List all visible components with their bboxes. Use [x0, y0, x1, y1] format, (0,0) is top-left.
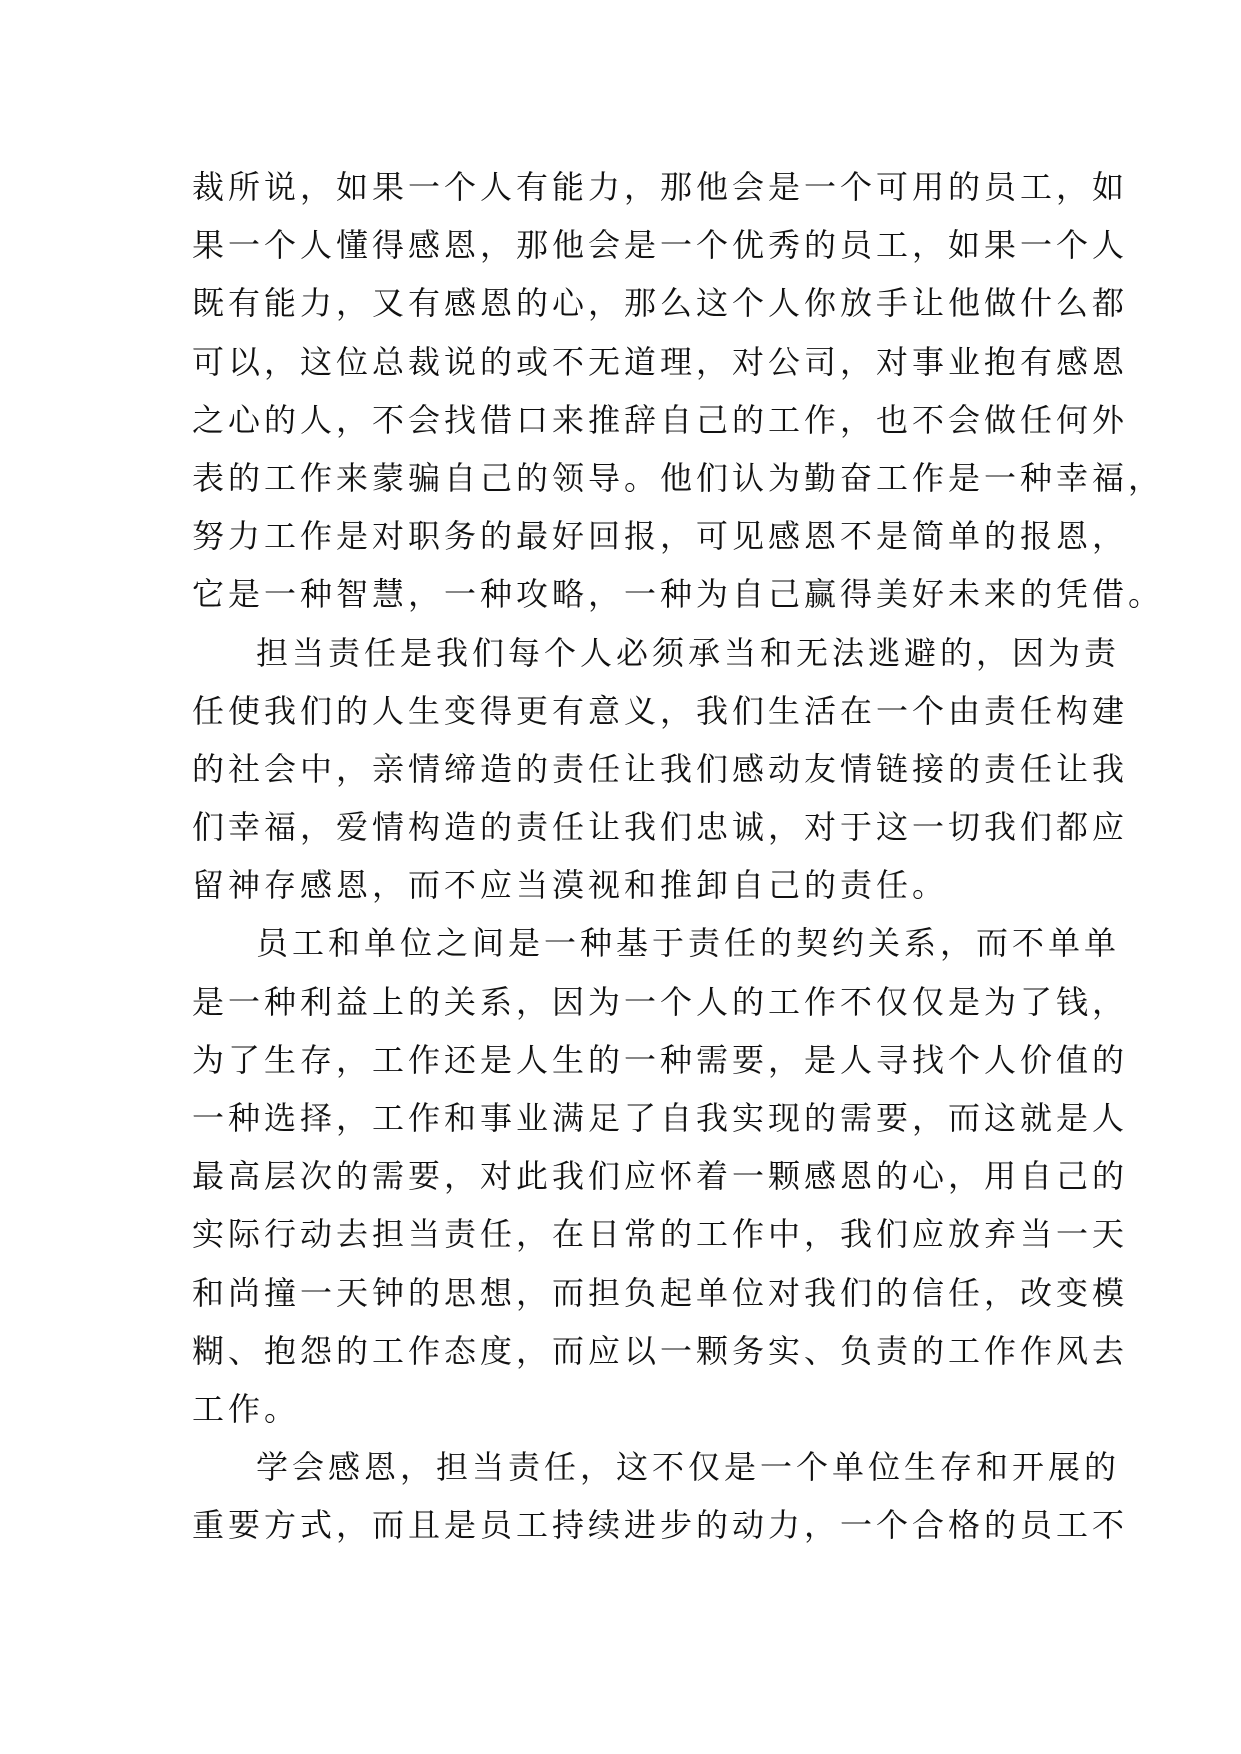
text-line: 工作。	[192, 1389, 301, 1428]
text-line: 努力工作是对职务的最好回报，可见感恩不是简单的报恩，	[192, 517, 1129, 556]
text-line: 是一种利益上的关系，因为一个人的工作不仅仅是为了钱，	[192, 982, 1129, 1021]
text-line: 的社会中，亲情缔造的责任让我们感动友情链接的责任让我	[192, 749, 1129, 788]
text-line: 之心的人，不会找借口来推辞自己的工作，也不会做任何外	[192, 400, 1129, 439]
text-line: 留神存感恩，而不应当漠视和推卸自己的责任。	[192, 866, 949, 905]
text-line: 果一个人懂得感恩，那他会是一个优秀的员工，如果一个人	[192, 226, 1129, 265]
paragraph-first-line: 担当责任是我们每个人必须承当和无法逃避的，因为责	[256, 633, 1121, 672]
text-line: 和尚撞一天钟的思想，而担负起单位对我们的信任，改变模	[192, 1273, 1129, 1312]
text-line: 表的工作来蒙骗自己的领导。他们认为勤奋工作是一种幸福，	[192, 458, 1165, 497]
text-line: 重要方式，而且是员工持续进步的动力，一个合格的员工不	[192, 1506, 1129, 1545]
document-body	[192, 158, 1165, 1555]
text-line: 既有能力，又有感恩的心，那么这个人你放手让他做什么都	[192, 284, 1129, 323]
text-line: 任使我们的人生变得更有意义，我们生活在一个由责任构建	[192, 691, 1129, 730]
paragraph-first-line: 员工和单位之间是一种基于责任的契约关系，而不单单	[256, 924, 1121, 963]
text-line: 糊、抱怨的工作态度，而应以一颗务实、负责的工作作风去	[192, 1331, 1129, 1370]
text-line: 实际行动去担当责任，在日常的工作中，我们应放弃当一天	[192, 1215, 1129, 1254]
paragraph-first-line: 学会感恩，担当责任，这不仅是一个单位生存和开展的	[256, 1448, 1121, 1487]
text-line: 一种选择，工作和事业满足了自我实现的需要，而这就是人	[192, 1099, 1129, 1137]
text-line: 最高层次的需要，对此我们应怀着一颗感恩的心，用自己的	[192, 1157, 1129, 1196]
text-line: 为了生存，工作还是人生的一种需要，是人寻找个人价值的	[192, 1040, 1129, 1079]
text-line: 们幸福，爱情构造的责任让我们忠诚，对于这一切我们都应	[192, 808, 1129, 847]
text-line: 它是一种智慧，一种攻略，一种为自己赢得美好未来的凭借。	[192, 575, 1165, 614]
text-line: 裁所说，如果一个人有能力，那他会是一个可用的员工，如	[192, 168, 1129, 206]
text-line: 可以，这位总裁说的或不无道理，对公司，对事业抱有感恩	[192, 342, 1129, 381]
